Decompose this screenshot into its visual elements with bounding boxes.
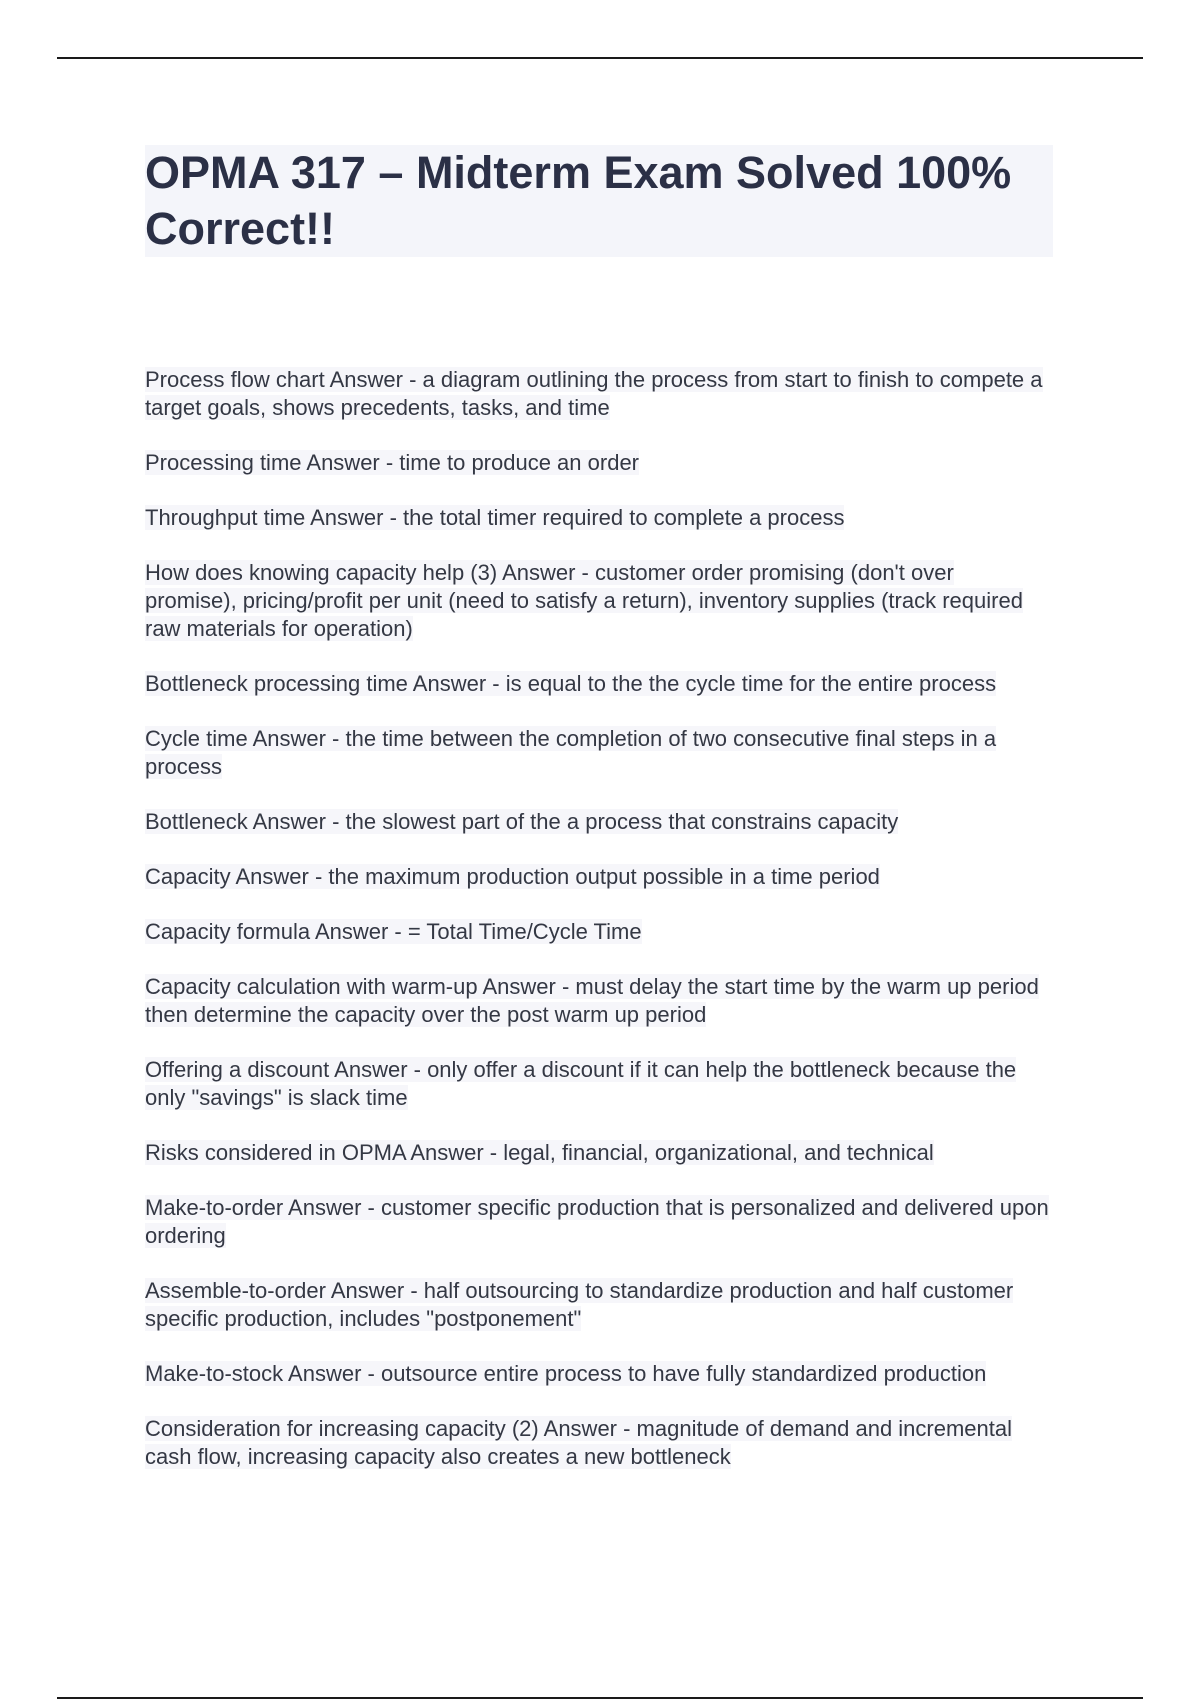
qa-entry: [145, 1360, 1050, 1388]
qa-entry: [145, 366, 1050, 422]
qa-entry: [145, 808, 1050, 836]
qa-entry-text: Capacity calculation with warm-up Answer - must delay the start time by the warm up period then determine the capacity over the post warm up period: [145, 974, 1039, 1027]
top-rule: [57, 57, 1143, 59]
qa-entry: [145, 670, 1050, 698]
qa-entry-text: Make-to-stock Answer - outsource entire process to have fully standardized production: [145, 1361, 987, 1386]
qa-entry-text: Consideration for increasing capacity (2) Answer - magnitude of demand and incremental cash flow, increasing capacity also creates a new bottleneck: [145, 1416, 1013, 1469]
qa-entry-text: Capacity Answer - the maximum production output possible in a time period: [145, 864, 880, 889]
qa-entry: [145, 1139, 1050, 1167]
qa-entry-text: Cycle time Answer - the time between the completion of two consecutive final steps in a process: [145, 726, 997, 779]
qa-entry: [145, 559, 1050, 643]
qa-entry-text: Throughput time Answer - the total timer required to complete a process: [145, 505, 845, 530]
qa-entry: [145, 918, 1050, 946]
qa-entry-text: How does knowing capacity help (3) Answer - customer order promising (don't over promise), pricing/profit per unit (need to satisfy a return), inventory supplies (track required raw materials for operation): [145, 560, 1023, 641]
qa-entry: [145, 725, 1050, 781]
bottom-rule: [57, 1697, 1143, 1699]
qa-entry: [145, 973, 1050, 1029]
qa-list: [145, 366, 1050, 1498]
qa-entry: [145, 1415, 1050, 1471]
qa-entry-text: Process flow chart Answer - a diagram outlining the process from start to finish to compete a target goals, shows precedents, tasks, and time: [145, 367, 1043, 420]
qa-entry-text: Processing time Answer - time to produce an order: [145, 450, 640, 475]
qa-entry-text: Make-to-order Answer - customer specific production that is personalized and delivered upon ordering: [145, 1195, 1049, 1248]
qa-entry: [145, 863, 1050, 891]
qa-entry-text: Capacity formula Answer - = Total Time/Cycle Time: [145, 919, 642, 944]
qa-entry-text: Bottleneck Answer - the slowest part of the a process that constrains capacity: [145, 809, 899, 834]
qa-entry: [145, 449, 1050, 477]
qa-entry-text: Assemble-to-order Answer - half outsourcing to standardize production and half customer specific production, includes "postponement": [145, 1278, 1014, 1331]
qa-entry: [145, 1194, 1050, 1250]
document-title: OPMA 317 – Midterm Exam Solved 100% Correct!!: [145, 147, 1012, 254]
title-block: [145, 145, 1053, 257]
qa-entry-text: Risks considered in OPMA Answer - legal, financial, organizational, and technical: [145, 1140, 934, 1165]
qa-entry-text: Offering a discount Answer - only offer a discount if it can help the bottleneck because the only "savings" is slack time: [145, 1057, 1017, 1110]
qa-entry-text: Bottleneck processing time Answer - is equal to the the cycle time for the entire process: [145, 671, 997, 696]
qa-entry: [145, 504, 1050, 532]
qa-entry: [145, 1277, 1050, 1333]
qa-entry: [145, 1056, 1050, 1112]
